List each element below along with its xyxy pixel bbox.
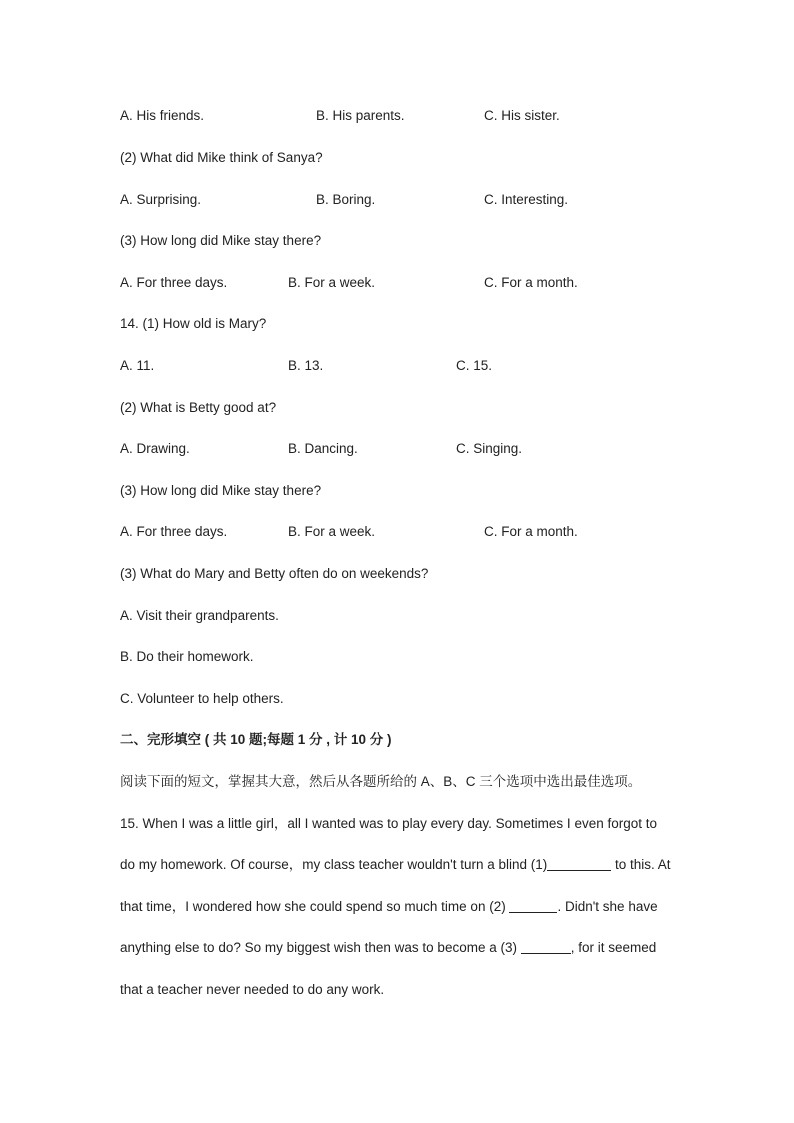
q14-1-question: 14. (1) How old is Mary? (120, 316, 267, 331)
passage-line-2-tail: to this. At (611, 857, 671, 872)
q14-2-option-a: A. Drawing. (120, 441, 190, 456)
q13-2-option-a: A. Surprising. (120, 192, 202, 207)
passage-line-3 (120, 897, 658, 917)
q14-3-question: (3) What do Mary and Betty often do on weekends? (120, 566, 429, 581)
passage-line-3-text: that time，I wondered how she could spend so much time on (2) (120, 899, 510, 914)
section-heading: 二、完形填空 ( 共 10 题;每题 1 分 , 计 10 分 ) (120, 732, 392, 747)
passage-line-2 (120, 855, 671, 875)
passage-line-5: that a teacher never needed to do any work. (120, 982, 385, 997)
q13-3-question: (3) How long did Mike stay there? (120, 233, 322, 248)
q14-dup-option-c: C. For a month. (484, 524, 578, 539)
q13-3-option-a: A. For three days. (120, 275, 228, 290)
section-instruction: 阅读下面的短文，掌握其大意，然后从各题所给的 A、B、C 三个选项中选出最佳选项。 (120, 774, 642, 789)
passage-line-2-text: do my homework. Of course，my class teacher wouldn't turn a blind (1) (120, 857, 548, 872)
passage-line-4 (120, 938, 656, 958)
q14-dup-option-b: B. For a week. (288, 524, 376, 539)
q14-1-option-c: C. 15. (456, 358, 493, 373)
q13-1-option-b: B. His parents. (316, 108, 405, 123)
q14-dup-option-a: A. For three days. (120, 524, 228, 539)
q14-2-question: (2) What is Betty good at? (120, 400, 277, 415)
q13-3-option-c: C. For a month. (484, 275, 578, 290)
passage-line-3-tail: . Didn't she have (557, 899, 658, 914)
q14-3-option-b: B. Do their homework. (120, 649, 254, 664)
blank-2 (509, 898, 557, 913)
q13-1-option-c: C. His sister. (484, 108, 560, 123)
q14-2-option-c: C. Singing. (456, 441, 523, 456)
q13-3-option-b: B. For a week. (288, 275, 376, 290)
q14-3-option-c: C. Volunteer to help others. (120, 691, 284, 706)
q13-2-question: (2) What did Mike think of Sanya? (120, 150, 323, 165)
blank-1 (547, 856, 611, 871)
passage-line-1: 15. When I was a little girl，all I wanted was to play every day. Sometimes I even forgot to (120, 816, 657, 831)
q13-1-option-a: A. His friends. (120, 108, 205, 123)
passage-line-4-text: anything else to do? So my biggest wish then was to become a (3) (120, 940, 521, 955)
blank-3 (521, 939, 571, 954)
q14-3-option-a: A. Visit their grandparents. (120, 608, 279, 623)
q13-2-option-b: B. Boring. (316, 192, 376, 207)
passage-line-4-tail: , for it seemed (570, 940, 657, 955)
q14-1-option-b: B. 13. (288, 358, 324, 373)
q14-1-option-a: A. 11. (120, 358, 155, 373)
q14-dup-question: (3) How long did Mike stay there? (120, 483, 322, 498)
q14-2-option-b: B. Dancing. (288, 441, 358, 456)
q13-2-option-c: C. Interesting. (484, 192, 569, 207)
